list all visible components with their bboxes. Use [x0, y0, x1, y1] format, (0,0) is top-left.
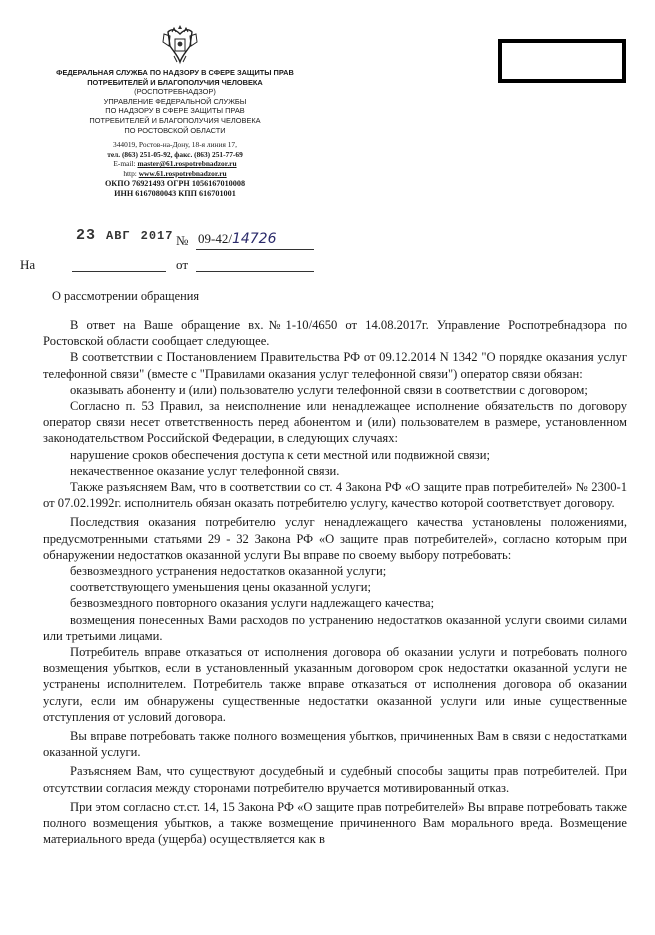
paragraph-resolution: В соответствии с Постановлением Правительства РФ от 09.12.2014 N 1342 "О порядке оказания услуг телефонной связи" (вместе с "Правилами оказания услуг телефонной связи") оператор связи обязан:: [43, 350, 627, 381]
phone-fax: тел. (863) 251-05-92, факс. (863) 251-77-69: [107, 149, 243, 159]
remedy-item-4: возмещения понесенных Вами расходов по устранению недостатков оказанной услуги своими силами или третьими лицами.: [43, 612, 627, 643]
letter-subject: О рассмотрении обращения: [52, 289, 200, 303]
website-label: http:: [123, 168, 139, 178]
remedy-item-2: соответствующего уменьшения цены оказанной услуги;: [70, 580, 372, 595]
number-sign: №: [176, 233, 189, 248]
paragraph-consequences: Последствия оказания потребителю услуг ненадлежащего качества установлены положениями, предусмотренными статьями 29 - 32 Закона РФ «О защите прав потребителей», согласно которым при обнаружении недостатков оказанной услуги Вы вправе по своему выбору потребовать:: [43, 515, 627, 562]
ot-label: от: [176, 257, 189, 272]
department-line2: ПО НАДЗОРУ В СФЕРЕ ЗАЩИТЫ ПРАВ: [105, 106, 245, 116]
na-underline: [72, 271, 166, 272]
date-year: 2017: [140, 229, 174, 243]
codes-okpo-ogrn: ОКПО 76921493 ОГРН 1056167010008: [104, 178, 246, 188]
address-block: [20, 140, 330, 200]
email-line: [20, 159, 330, 169]
paragraph-protection: Разъясняем Вам, что существуют досудебный и судебный способы защиты прав потребителей. При отсутствии согласия между сторонами потребителю вручается мотивированный отказ.: [43, 764, 627, 795]
department-line3: ПОТРЕБИТЕЛЕЙ И БЛАГОПОЛУЧИЯ ЧЕЛОВЕКА: [89, 115, 261, 125]
ot-underline: [196, 271, 314, 272]
number-prefix: 09-42/: [198, 231, 232, 246]
case-item-1: нарушение сроков обеспечения доступа к сети местной или подвижной связи;: [70, 447, 490, 462]
agency-short-name: (РОСПОТРЕБНАДЗОР): [134, 87, 216, 97]
paragraph-intro: В ответ на Ваше обращение вх.№1-10/4650 от 14.08.2017г. Управление Роспотребнадзора по Ростовской области сообщает следующее.: [43, 318, 627, 349]
email-label: E-mail:: [113, 159, 138, 169]
department-line1: УПРАВЛЕНИЕ ФЕДЕРАЛЬНОЙ СЛУЖБЫ: [103, 96, 247, 106]
website-link[interactable]: www.61.rospotrebnadzor.ru: [138, 168, 227, 178]
registration-number: [198, 231, 277, 247]
codes-inn-kpp: ИНН 6167080043 КПП 616701001: [114, 189, 236, 199]
number-handwritten: 14726: [231, 231, 277, 247]
paragraph-damages: Вы вправе потребовать также полного возмещения убытков, причиненных Вам в связи с недостатками оказанной услуги.: [43, 729, 627, 760]
case-item-2: некачественное оказание услуг телефонной связи.: [70, 463, 340, 478]
paragraph-moral-damage: При этом согласно ст.ст. 14, 15 Закона РФ «О защите прав потребителей» Вы вправе потребовать также полного возмещения убытков, а также возмещение причиненного Вам морального вреда. Возмещение материального вреда (ущерба) осуществляется как в: [43, 799, 627, 847]
remedy-item-3: безвозмездного повторного оказания услуги надлежащего качества;: [70, 596, 435, 611]
date-stamp: [76, 227, 173, 244]
paragraph-rules-53: Согласно п. 53 Правил, за неисполнение или ненадлежащее исполнение обязательств по договору оператор связи несет ответственность перед абонентом и (или) пользователем в размере, установленном законодательством Российской Федерации, в следующих случаях:: [43, 399, 627, 446]
postal-address: 344019, Ростов-на-Дону, 18-я линия 17,: [113, 140, 237, 150]
russian-coat-of-arms-icon: [160, 22, 200, 66]
date-day: 23: [76, 227, 97, 244]
na-label: На: [20, 257, 36, 272]
paragraph-refusal: Потребитель вправе отказаться от исполнения договора об оказании услуги и потребовать полного возмещения убытков, если в установленный указанным договором срок недостатки оказанной услуги не устранены исполнителем. Потребитель также вправе отказаться от исполнения договора об оказании услуги, если им обнаружены существенные недостатки оказанной услуги или иные существенные отступления от условий договора.: [43, 645, 627, 724]
letter-body: [43, 317, 627, 848]
agency-name-line2: ПОТРЕБИТЕЛЕЙ И БЛАГОПОЛУЧИЯ ЧЕЛОВЕКА: [87, 77, 263, 87]
paragraph-law-art4: Также разъясняем Вам, что в соответствии со ст. 4 Закона РФ «О защите прав потребителей» № 2300-1 от 07.02.1992г. исполнитель обязан оказать потребителю услугу, качество которой соответствует договору.: [43, 480, 627, 511]
website-line: [20, 169, 330, 179]
redacted-address-box: [498, 39, 626, 83]
number-underline: [196, 249, 314, 250]
email-link[interactable]: master@61.rospotrebnadzor.ru: [137, 159, 237, 169]
letterhead: [20, 68, 330, 200]
agency-name-line1: ФЕДЕРАЛЬНАЯ СЛУЖБА ПО НАДЗОРУ В СФЕРЕ ЗАЩИТЫ ПРАВ: [56, 68, 294, 77]
department-line4: ПО РОСТОВСКОЙ ОБЛАСТИ: [124, 125, 226, 135]
obligation-item: оказывать абоненту и (или) пользователю услуги телефонной связи в соответствии с договором;: [70, 382, 588, 397]
date-month: АВГ: [106, 229, 131, 243]
remedy-item-1: безвозмездного устранения недостатков оказанной услуги;: [70, 564, 387, 579]
